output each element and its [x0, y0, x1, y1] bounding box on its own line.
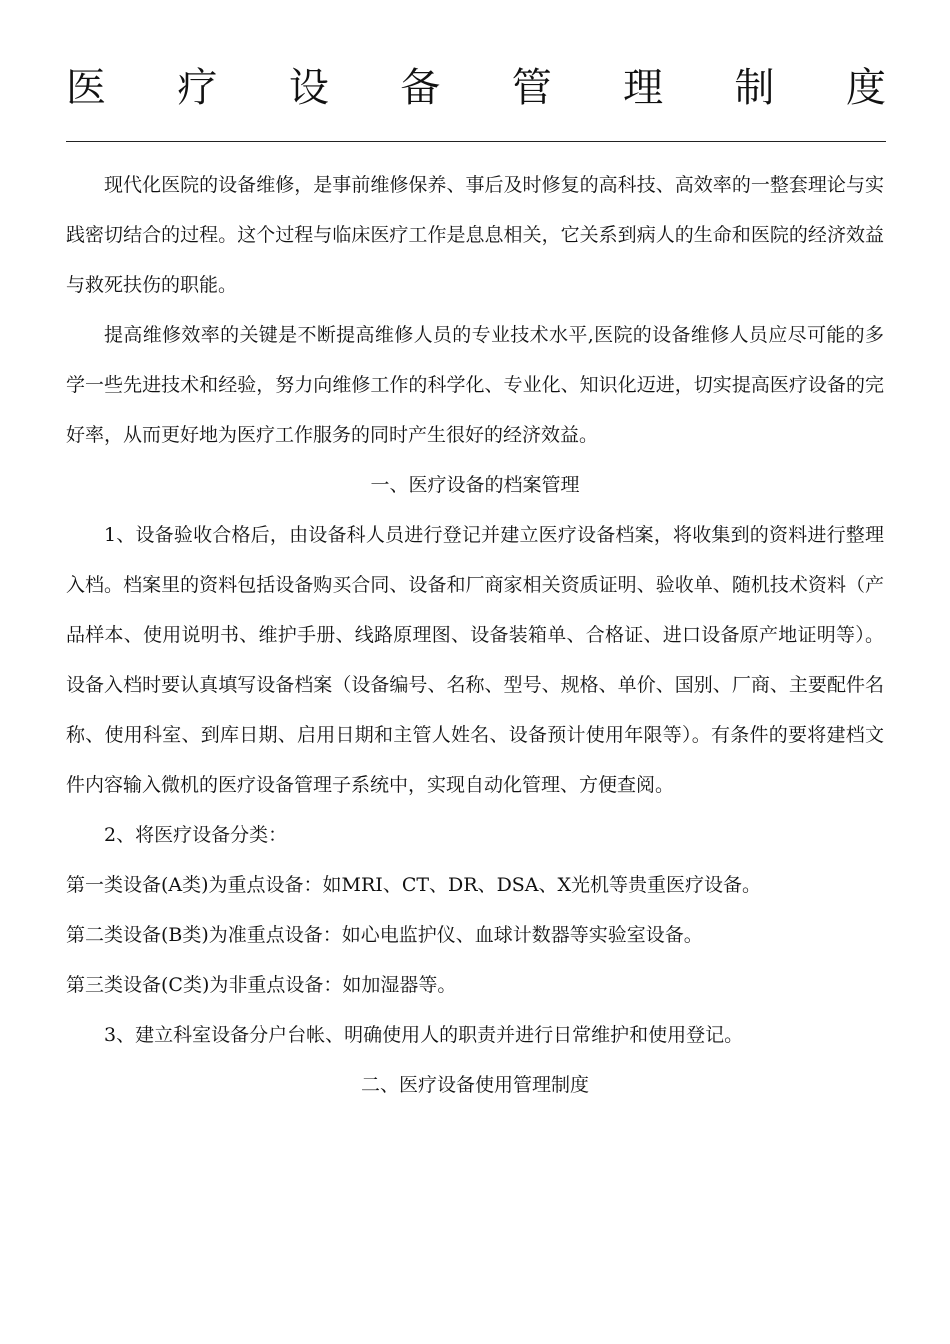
class-a-line: 第一类设备(A类)为重点设备：如MRI、CT、DR、DSA、X光机等贵重医疗设备。 — [66, 874, 762, 896]
section-1-item-1: 1、设备验收合格后，由设备科人员进行登记并建立医疗设备档案，将收集到的资料进行整理入档。档案里的资料包括设备购买合同、设备和厂商家相关资质证明、验收单、随机技术资料（产品样本、使用说明书、维护手册、线路原理图、设备装箱单、合格证、进口设备原产地证明等）。设备入档时要认真填写设备档案（设备编号、名称、型号、规格、单价、国别、厂商、主要配件名称、使用科室、到库日期、启用日期和主管人姓名、设备预计使用年限等）。有条件的要将建档文件内容输入微机的医疗设备管理子系统中，实现自动化管理、方便查阅。 — [66, 524, 884, 796]
section-1-item-2: 2、将医疗设备分类： — [104, 824, 288, 846]
class-b-line: 第二类设备(B类)为准重点设备：如心电监护仪、血球计数器等实验室设备。 — [66, 924, 703, 946]
title-character: 制 — [734, 65, 775, 111]
document-body — [66, 160, 884, 1110]
section-1-item-3: 3、建立科室设备分户台帐、明确使用人的职责并进行日常维护和使用登记。 — [104, 1024, 744, 1046]
title-character: 管 — [511, 65, 552, 111]
title-character: 疗 — [177, 65, 218, 111]
document-title — [66, 58, 886, 118]
title-divider — [66, 141, 886, 142]
title-character: 设 — [288, 65, 329, 111]
intro-paragraph-1: 现代化医院的设备维修，是事前维修保养、事后及时修复的高科技、高效率的一整套理论与实践密切结合的过程。这个过程与临床医疗工作是息息相关，它关系到病人的生命和医院的经济效益与救死扶伤的职能。 — [66, 174, 884, 296]
title-character: 理 — [623, 65, 664, 111]
title-character: 度 — [845, 65, 886, 111]
class-c-line: 第三类设备(C类)为非重点设备：如加湿器等。 — [66, 974, 457, 996]
section-2-heading: 二、医疗设备使用管理制度 — [360, 1074, 589, 1096]
title-character: 医 — [66, 65, 106, 111]
title-character: 备 — [400, 65, 441, 111]
section-1-heading: 一、医疗设备的档案管理 — [370, 474, 580, 496]
intro-paragraph-2: 提高维修效率的关键是不断提高维修人员的专业技术水平,医院的设备维修人员应尽可能的多学一些先进技术和经验，努力向维修工作的科学化、专业化、知识化迈进，切实提高医疗设备的完好率，从而更好地为医疗工作服务的同时产生很好的经济效益。 — [66, 324, 884, 446]
